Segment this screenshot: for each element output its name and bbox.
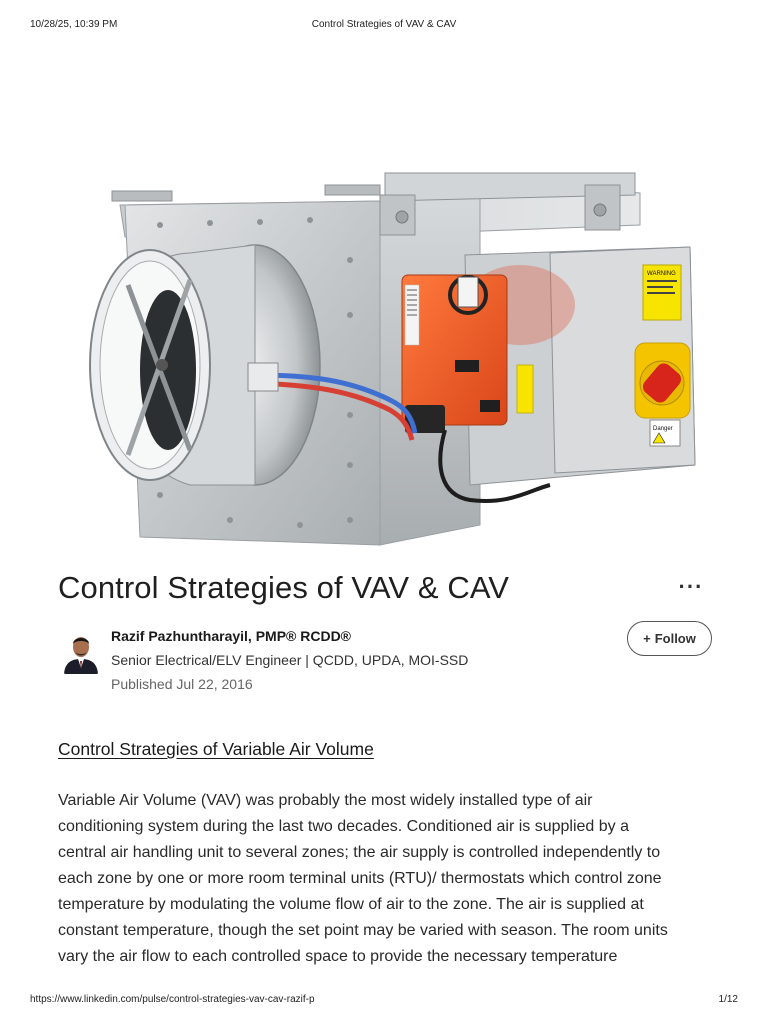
danger-label-text: Danger [653, 426, 673, 432]
paragraph-line: central air handling unit to several zones; the air supply is controlled independently to [58, 844, 661, 861]
plus-icon: + [643, 631, 651, 646]
article-paragraph [58, 788, 718, 970]
follow-label: Follow [654, 631, 696, 646]
follow-button[interactable] [627, 621, 712, 656]
published-date: Published Jul 22, 2016 [111, 676, 253, 692]
author-name[interactable]: Razif Pazhuntharayil, PMP® RCDD® [111, 628, 351, 644]
author-headline: Senior Electrical/ELV Engineer | QCDD, UPDA, MOI-SSD [111, 652, 469, 668]
more-options-button[interactable]: ··· [678, 574, 704, 599]
paragraph-line: vary the air flow to each controlled space to provide the necessary temperature [58, 948, 618, 965]
print-page-number: 1/12 [718, 994, 738, 1005]
hero-image [50, 165, 710, 555]
print-datetime: 10/28/25, 10:39 PM [30, 19, 118, 30]
print-url: https://www.linkedin.com/pulse/control-strategies-vav-cav-razif-p [30, 994, 315, 1005]
vav-box-illustration [50, 165, 710, 555]
paragraph-line: each zone by one or more room terminal units (RTU)/ thermostats which control zone [58, 870, 662, 887]
print-header [30, 19, 738, 33]
paragraph-line: conditioning system during the last two decades. Conditioned air is supplied by a [58, 818, 629, 835]
section-heading: Control Strategies of Variable Air Volume [58, 739, 374, 759]
paragraph-line: constant temperature, though the set point may be varied with season. The room units [58, 922, 668, 939]
paragraph-line: temperature by modulating the volume flow of air to the zone. The air is supplied at [58, 896, 644, 913]
print-footer [30, 994, 738, 1008]
author-photo-icon [62, 628, 100, 674]
print-page-title: Control Strategies of VAV & CAV [311, 19, 457, 30]
avatar[interactable] [62, 628, 100, 674]
paragraph-line: Variable Air Volume (VAV) was probably the most widely installed type of air [58, 792, 593, 809]
warning-label-text: WARNING [647, 271, 676, 277]
article-title: Control Strategies of VAV & CAV [58, 570, 510, 605]
